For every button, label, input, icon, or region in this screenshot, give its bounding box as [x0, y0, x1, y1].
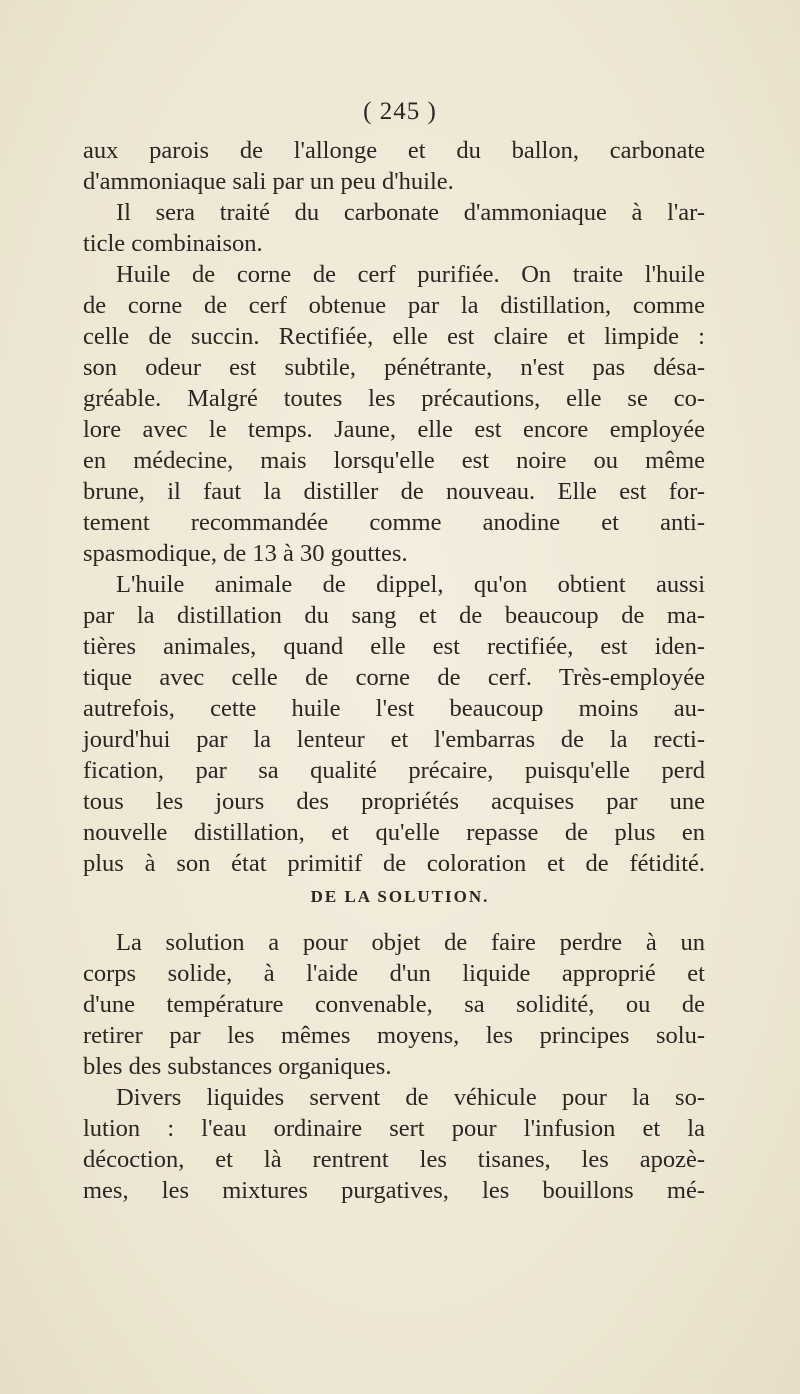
text-line: spasmodique, de 13 à 30 gouttes.: [83, 540, 408, 567]
text-line: lore avec le temps. Jaune, elle est encore employée: [83, 416, 705, 443]
text-line: par la distillation du sang et de beaucoup de ma-: [83, 602, 705, 629]
text-line: Il sera traité du carbonate d'ammoniaque à l'ar-: [116, 199, 705, 226]
text-line: son odeur est subtile, pénétrante, n'est pas désa-: [83, 354, 705, 381]
text-line: brune, il faut la distiller de nouveau. Elle est for-: [83, 478, 705, 505]
text-line: mes, les mixtures purgatives, les bouillons mé-: [83, 1177, 705, 1204]
text-line: d'une température convenable, sa solidité, ou de: [83, 991, 705, 1018]
text-line: tières animales, quand elle est rectifiée, est iden-: [83, 633, 705, 660]
text-block-solution: [83, 927, 705, 1206]
text-line: retirer par les mêmes moyens, les principes solu-: [83, 1022, 705, 1049]
text-line: en médecine, mais lorsqu'elle est noire ou même: [83, 447, 705, 474]
text-line: ticle combinaison.: [83, 230, 263, 257]
text-line: nouvelle distillation, et qu'elle repasse de plus en: [83, 819, 705, 846]
text-line: Huile de corne de cerf purifiée. On traite l'huile: [116, 261, 705, 288]
text-line: L'huile animale de dippel, qu'on obtient aussi: [116, 571, 705, 598]
text-line: bles des substances organiques.: [83, 1053, 392, 1080]
section-heading: DE LA SOLUTION.: [310, 887, 490, 906]
page-number: ( 245 ): [363, 98, 437, 125]
text-line: celle de succin. Rectifiée, elle est claire et limpide :: [83, 323, 705, 350]
text-line: tement recommandée comme anodine et anti-: [83, 509, 705, 536]
text-line: tous les jours des propriétés acquises par une: [83, 788, 705, 815]
text-line: jourd'hui par la lenteur et l'embarras de la recti-: [83, 726, 705, 753]
text-line: Divers liquides servent de véhicule pour la so-: [116, 1084, 705, 1111]
text-line: décoction, et là rentrent les tisanes, les apozè-: [83, 1146, 705, 1173]
text-line: gréable. Malgré toutes les précautions, elle se co-: [83, 385, 705, 412]
text-line: corps solide, à l'aide d'un liquide approprié et: [83, 960, 705, 987]
text-line: autrefois, cette huile l'est beaucoup moins au-: [83, 695, 705, 722]
text-line: lution : l'eau ordinaire sert pour l'infusion et la: [83, 1115, 705, 1142]
text-line: plus à son état primitif de coloration et de fétidité.: [83, 850, 705, 877]
text-line: aux parois de l'allonge et du ballon, carbonate: [83, 137, 705, 164]
text-line: La solution a pour objet de faire perdre à un: [116, 929, 705, 956]
text-block-oils: [83, 135, 705, 879]
text-line: tique avec celle de corne de cerf. Très-employée: [83, 664, 705, 691]
text-line: d'ammoniaque sali par un peu d'huile.: [83, 168, 454, 195]
text-line: de corne de cerf obtenue par la distillation, comme: [83, 292, 705, 319]
text-line: fication, par sa qualité précaire, puisqu'elle perd: [83, 757, 705, 784]
